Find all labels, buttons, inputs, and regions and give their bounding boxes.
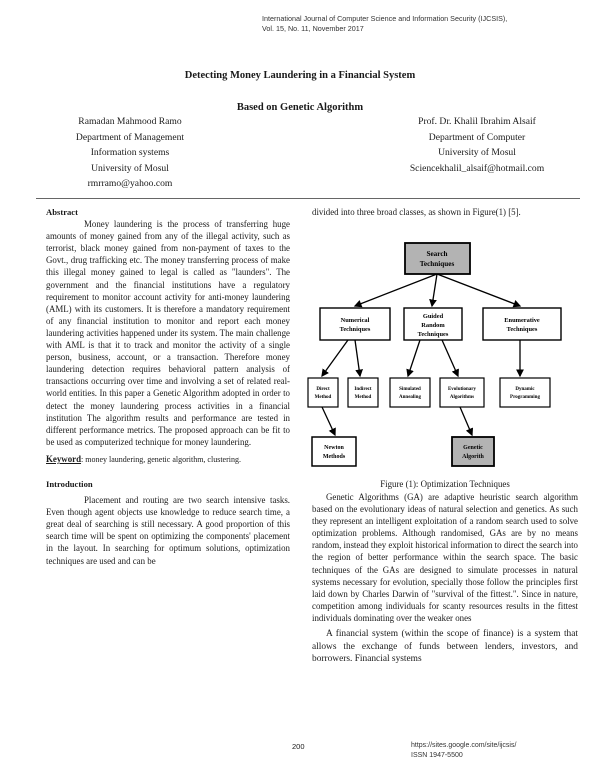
abstract-heading: Abstract (46, 207, 78, 217)
journal-name: International Journal of Computer Science and Information Security (IJCSIS), (262, 14, 508, 23)
node-indirect-line1: Indirect (354, 387, 372, 392)
node-direct-line1: Direct (316, 387, 330, 392)
node-genetic-line1: Genetic (463, 445, 483, 451)
author-right-email: Sciencekhalil_alsaif@hotmail.com (409, 162, 545, 174)
footer-url: https://sites.google.com/site/ijcsis/ (411, 742, 517, 749)
node-enumerative-line1: Enumerative (504, 317, 540, 324)
node-guided-line3: Techniques (417, 331, 449, 338)
node-dynamic-line2: Programming (510, 395, 540, 400)
author-left-univ: University of Mosul (91, 162, 169, 174)
node-evolutionary-algorithms (440, 378, 484, 407)
footer-issn: ISSN 1947-5500 (411, 751, 463, 759)
edge-guided-simulated (408, 340, 420, 376)
node-evolutionary-line1: Evolutionary (447, 387, 477, 392)
edge-numerical-indirect (355, 340, 360, 376)
author-left-name: Ramadan Mahmood Ramo (78, 116, 182, 127)
ga-paragraph: Genetic Algorithms (GA) are adaptive heuristic search algorithm based on the evolutionary ideas of natural selection and genetics. As such they represent an intelligent exploitation of a random search used to solve optimization problems. Although randomised, GAs are by no means random, instead they exploit historical information to direct the search into the region of better performance within the search space. The basic techniques of the GAs are designed to simulate processes in natural systems necessary for evolution, specially those follow the principles first laid down by Charles Darwin of "survival of the fittest.". Since in nature, competition among individuals for scanty resources results in the fittest individuals dominating over the weaker ones (312, 492, 578, 623)
author-left-dept: Department of Management (75, 131, 185, 143)
right-body (312, 491, 578, 666)
journal-issue: Vol. 15, No. 11, November 2017 (262, 24, 364, 33)
author-right-dept: Department of Computer (428, 131, 526, 143)
node-simulated-line1: Simulated (399, 387, 421, 392)
node-enumerative (483, 308, 561, 340)
node-enumerative-line2: Techniques (506, 326, 538, 333)
node-guided-random (404, 308, 462, 340)
node-newton-line1: Newton (324, 445, 344, 451)
node-direct-method (308, 378, 338, 407)
author-right (392, 114, 562, 176)
node-numerical-line1: Numerical (340, 317, 370, 324)
edge-root-guided (432, 274, 437, 306)
node-simulated-annealing (390, 378, 430, 407)
author-left-email: rmrramo@yahoo.com (87, 178, 173, 189)
figure-caption: Figure (1): Optimization Techniques (380, 479, 510, 489)
right-intro: divided into three broad classes, as shown in Figure(1) [5]. (312, 207, 521, 217)
keywords-label: Keyword (46, 453, 82, 464)
node-dynamic-line1: Dynamic (515, 387, 535, 392)
edge-root-numerical (355, 274, 437, 306)
keywords-text: : money laundering, genetic algorithm, clustering. (81, 454, 241, 464)
node-simulated-line2: Annealing (399, 395, 421, 400)
node-numerical-techniques (320, 308, 390, 340)
node-search-techniques (405, 243, 470, 274)
introduction-heading: Introduction (46, 478, 93, 489)
author-right-univ: University of Mosul (438, 147, 516, 158)
edge-evolutionary-genetic (460, 407, 472, 435)
node-indirect-line2: Method (354, 395, 372, 400)
node-search-line1: Search (426, 250, 448, 258)
footer-info (411, 741, 516, 760)
edge-root-enumerative (437, 274, 520, 306)
node-genetic-line2: Algorith (462, 454, 484, 460)
node-newton-line2: Methods (322, 454, 346, 460)
edge-guided-evolutionary (442, 340, 458, 376)
node-dynamic-programming (500, 378, 550, 407)
node-guided-line2: Random (421, 322, 445, 329)
optimization-techniques-figure (300, 236, 590, 472)
author-left (46, 114, 214, 192)
paper-subtitle: Based on Genetic Algorithm (236, 102, 364, 113)
header-divider (36, 198, 580, 199)
financial-paragraph: A financial system (within the scope of finance) is a system that allows the exchange of funds between lenders, investors, and borrowers. Financial systems (312, 629, 578, 665)
node-guided-line1: Guided (422, 313, 444, 320)
node-search-line2: Techniques (419, 260, 455, 268)
abstract-text: Money laundering is the process of transferring huge amounts of money gained from any of the illegal activity, such as terrorist, black money gained from non-payment of taxes to the Govt., drug trafficking etc. The money transferring process of make this illegal money gained to legal is called as "launders". The government and the financial institutions have a regulatory requirement to monitor account activity for anti-money laundering (AML) with its customers. It is therefore a mandatory requirement of any financial institution to monitor and report each money laundering activities happened under its system. The main challenge with AML is that it to track and monitor the activity of a single person, business, account, or a transaction. Therefore money laundering detection requires behavioral pattern analysis of transactions occurring over time and involving a set of related real-world entities. In this paper a Genetic Algorithm adopted in order to detect the money laundering process activities in a financial institution The algorithm results and performance are tested in different performance metrics. The proposed approach can be fit to be used as computerized technique for money laundering. (46, 219, 290, 447)
author-left-dept2: Information systems (90, 147, 170, 158)
edge-numerical-direct (322, 340, 348, 376)
journal-header (262, 14, 507, 34)
edge-direct-newton (322, 407, 335, 435)
node-indirect-method (348, 378, 378, 407)
keywords (46, 453, 290, 466)
node-newton-methods (312, 437, 356, 466)
author-right-name: Prof. Dr. Khalil Ibrahim Alsaif (418, 116, 536, 127)
node-evolutionary-line2: Algorithms (449, 395, 475, 400)
introduction-text: Placement and routing are two search intensive tasks. Even though agent objects use knowledge to reduce search time, a great deal of searching is still necessary. A good proportion of this search time will be spent on optimizing the components' placement in the layout. In searching for optimum solutions, optimization techniques are used and can be (46, 495, 290, 566)
node-direct-line2: Method (314, 395, 332, 400)
node-genetic-algorithm (452, 437, 494, 466)
paper-title: Detecting Money Laundering in a Financial System (184, 70, 416, 81)
page-number: 200 (292, 742, 305, 751)
left-column (46, 206, 290, 567)
node-numerical-line2: Techniques (339, 326, 371, 333)
